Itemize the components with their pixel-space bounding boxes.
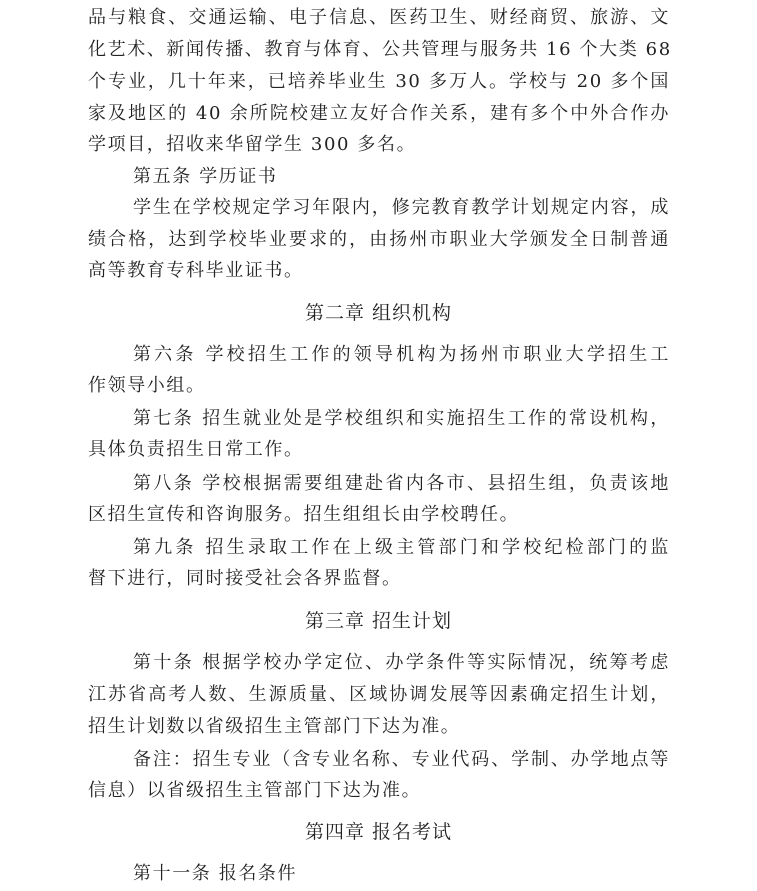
paragraph-line: 化艺术、新闻传播、教育与体育、公共管理与服务共 16 个大类 68 xyxy=(88,39,672,60)
paragraph-line: 督下进行，同时接受社会各界监督。 xyxy=(88,568,402,589)
paragraph-line: 学项目，招收来华留学生 300 多名。 xyxy=(88,134,417,155)
article-title: 第十一条 报名条件 xyxy=(133,863,298,884)
paragraph-line: 品与粮食、交通运输、电子信息、医药卫生、财经商贸、旅游、文 xyxy=(88,7,670,28)
paragraph-line: 第九条 招生录取工作在上级主管部门和学校纪检部门的监 xyxy=(133,537,670,558)
chapter-heading: 第二章 组织机构 xyxy=(304,302,453,324)
paragraph-line: 第十条 根据学校办学定位、办学条件等实际情况，统筹考虑 xyxy=(133,652,670,673)
paragraph-line: 作领导小组。 xyxy=(88,375,206,396)
chapter-heading: 第三章 招生计划 xyxy=(304,610,453,632)
paragraph-line: 家及地区的 40 余所院校建立友好合作关系，建有多个中外合作办 xyxy=(88,103,670,124)
paragraph-line: 具体负责招生日常工作。 xyxy=(88,439,304,460)
paragraph-line: 高等教育专科毕业证书。 xyxy=(88,260,304,281)
paragraph-line: 招生计划数以省级招生主管部门下达为准。 xyxy=(88,716,461,737)
chapter-heading: 第四章 报名考试 xyxy=(304,821,453,843)
article-title: 第五条 学历证书 xyxy=(133,166,278,187)
paragraph-line: 学生在学校规定学习年限内，修完教育教学计划规定内容，成 xyxy=(133,197,670,218)
paragraph-line: 第八条 学校根据需要组建赴省内各市、县招生组，负责该地 xyxy=(133,473,670,494)
paragraph-line: 区招生宣传和咨询服务。招生组组长由学校聘任。 xyxy=(88,504,520,525)
paragraph-line: 个专业，几十年来，已培养毕业生 30 多万人。学校与 20 多个国 xyxy=(88,71,670,92)
paragraph-line: 绩合格，达到学校毕业要求的，由扬州市职业大学颁发全日制普通 xyxy=(88,229,670,250)
paragraph-line: 备注：招生专业（含专业名称、专业代码、学制、办学地点等 xyxy=(133,749,670,770)
paragraph-line: 江苏省高考人数、生源质量、区域协调发展等因素确定招生计划， xyxy=(88,684,670,705)
paragraph-line: 信息）以省级招生主管部门下达为准。 xyxy=(88,780,422,801)
paragraph-line: 第七条 招生就业处是学校组织和实施招生工作的常设机构， xyxy=(133,408,670,429)
paragraph-line: 第六条 学校招生工作的领导机构为扬州市职业大学招生工 xyxy=(133,344,670,365)
